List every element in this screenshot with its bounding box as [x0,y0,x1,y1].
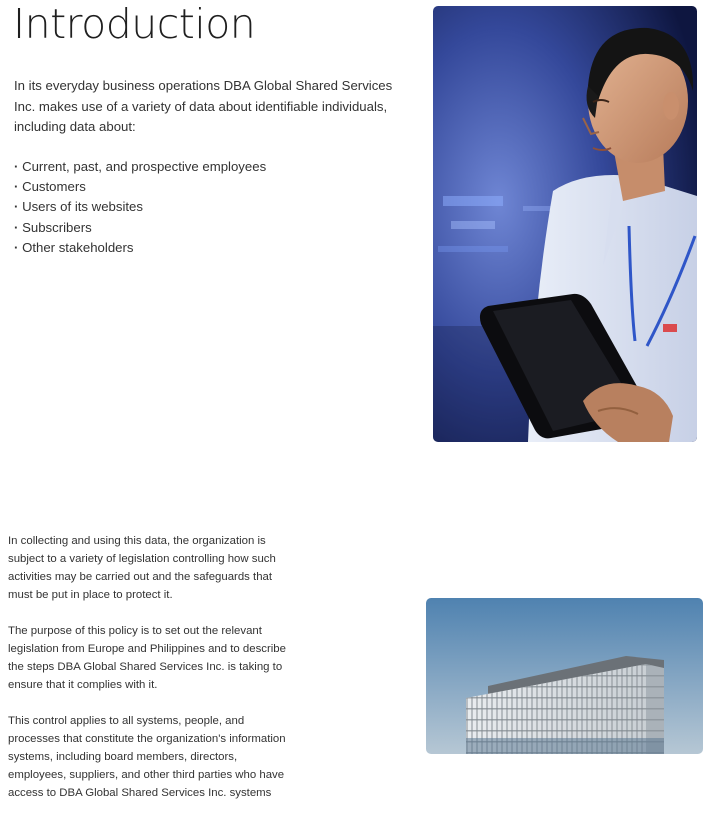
page-title: Introduction [13,0,256,48]
person-with-tablet-photo [433,6,697,442]
list-item: · Users of its websites [14,197,266,217]
data-subject-list [14,157,266,258]
list-item: · Subscribers [14,218,266,238]
office-building-photo [426,598,703,754]
list-item: · Customers [14,177,266,197]
list-item: · Current, past, and prospective employees [14,157,266,177]
intro-paragraph: In its everyday business operations DBA Global Shared Services Inc. makes use of a variety of data about identifiable individuals, including data about: [14,78,393,134]
list-item: · Other stakeholders [14,238,266,258]
scope-paragraph: This control applies to all systems, people, and processes that constitute the organization's information systems, including board members, directors, employees, suppliers, and other third parties who have access to DBA Global Shared Services Inc. systems [8,715,286,799]
purpose-paragraph: The purpose of this policy is to set out the relevant legislation from Europe and Philippines and to describe the steps DBA Global Shared Services Inc. is taking to ensure that it complies with it. [8,625,286,691]
legislation-paragraph: In collecting and using this data, the organization is subject to a variety of legislation controlling how such activities may be carried out and the safeguards that must be put in place to protect it. [8,535,276,601]
